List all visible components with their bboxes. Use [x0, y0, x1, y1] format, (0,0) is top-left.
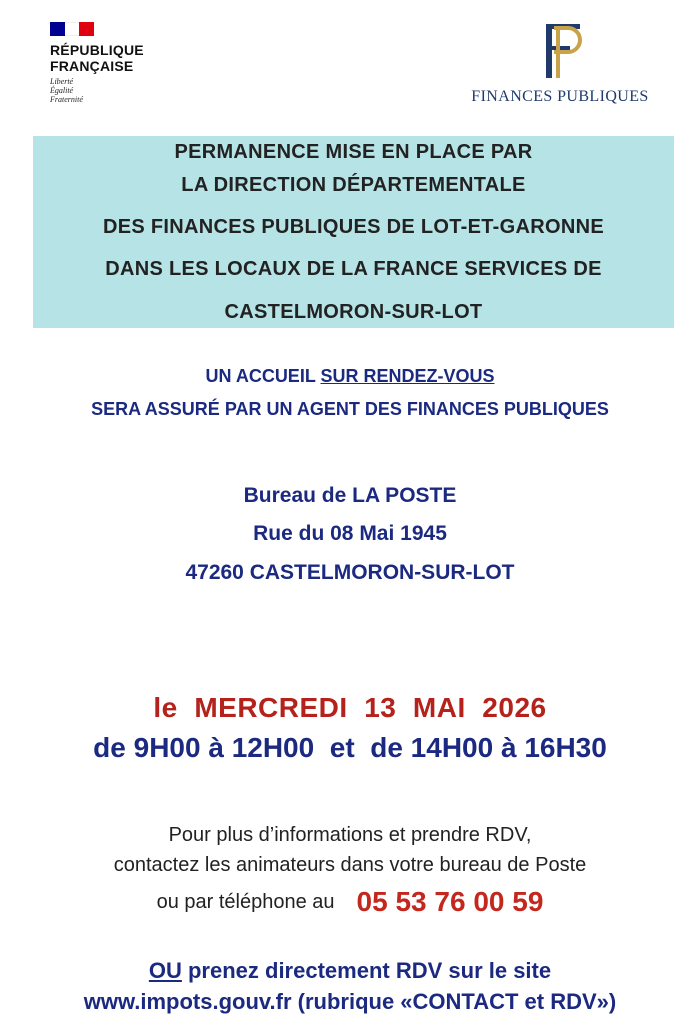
accueil-prefix: UN ACCUEIL: [205, 366, 321, 386]
info-line-2: contactez les animateurs dans votre bureau de Poste: [113, 854, 587, 876]
banner-line-2: LA DIRECTION DÉPARTEMENTALE: [181, 174, 526, 196]
motto: [50, 77, 170, 104]
address-line-3: 47260 CASTELMORON-SUR-LOT: [185, 561, 515, 584]
motto-liberte: Liberté: [50, 77, 74, 86]
event-date: le MERCREDI 13 MAI 2026: [153, 692, 547, 723]
online-ou: OU: [148, 958, 182, 983]
address-line-1: Bureau de LA POSTE: [243, 484, 457, 507]
french-flag-icon: [50, 22, 94, 36]
finances-publiques-text: FINANCES PUBLIQUES: [471, 88, 649, 105]
fp-monogram-icon: [530, 18, 590, 82]
info-phone-label: ou par téléphone au: [156, 891, 335, 913]
phone-number[interactable]: 05 53 76 00 59: [356, 886, 544, 917]
republique-line1: RÉPUBLIQUE: [50, 42, 144, 58]
banner-line-1: PERMANENCE MISE EN PLACE PAR: [174, 141, 533, 163]
banner-line-5: CASTELMORON-SUR-LOT: [224, 301, 483, 323]
event-hours: de 9H00 à 12H00 et de 14H00 à 16H30: [93, 732, 607, 763]
info-line-1: Pour plus d’informations et prendre RDV,: [168, 824, 532, 846]
online-line-1-rest: prenez directement RDV sur le site: [181, 958, 552, 983]
finances-publiques-logo: [460, 18, 660, 106]
online-line-1: [0, 958, 700, 984]
info-line-3: [0, 886, 700, 918]
republique-line2: FRANÇAISE: [50, 58, 134, 74]
info-banner: [33, 136, 674, 328]
republique-francaise-logo: [50, 22, 170, 104]
banner-line-3: DES FINANCES PUBLIQUES DE LOT-ET-GARONNE: [103, 216, 604, 238]
address-line-2: Rue du 08 Mai 1945: [253, 522, 447, 545]
impots-website-link[interactable]: www.impots.gouv.fr (rubrique «CONTACT et RDV»): [83, 989, 617, 1014]
motto-fraternite: Fraternité: [50, 95, 83, 104]
banner-line-4: DANS LES LOCAUX DE LA FRANCE SERVICES DE: [105, 258, 602, 280]
motto-egalite: Égalité: [50, 86, 74, 95]
accueil-line-1: [0, 366, 700, 387]
accueil-emphasis: SUR RENDEZ-VOUS: [320, 366, 495, 386]
accueil-line-2: SERA ASSURÉ PAR UN AGENT DES FINANCES PUBLIQUES: [91, 399, 609, 419]
